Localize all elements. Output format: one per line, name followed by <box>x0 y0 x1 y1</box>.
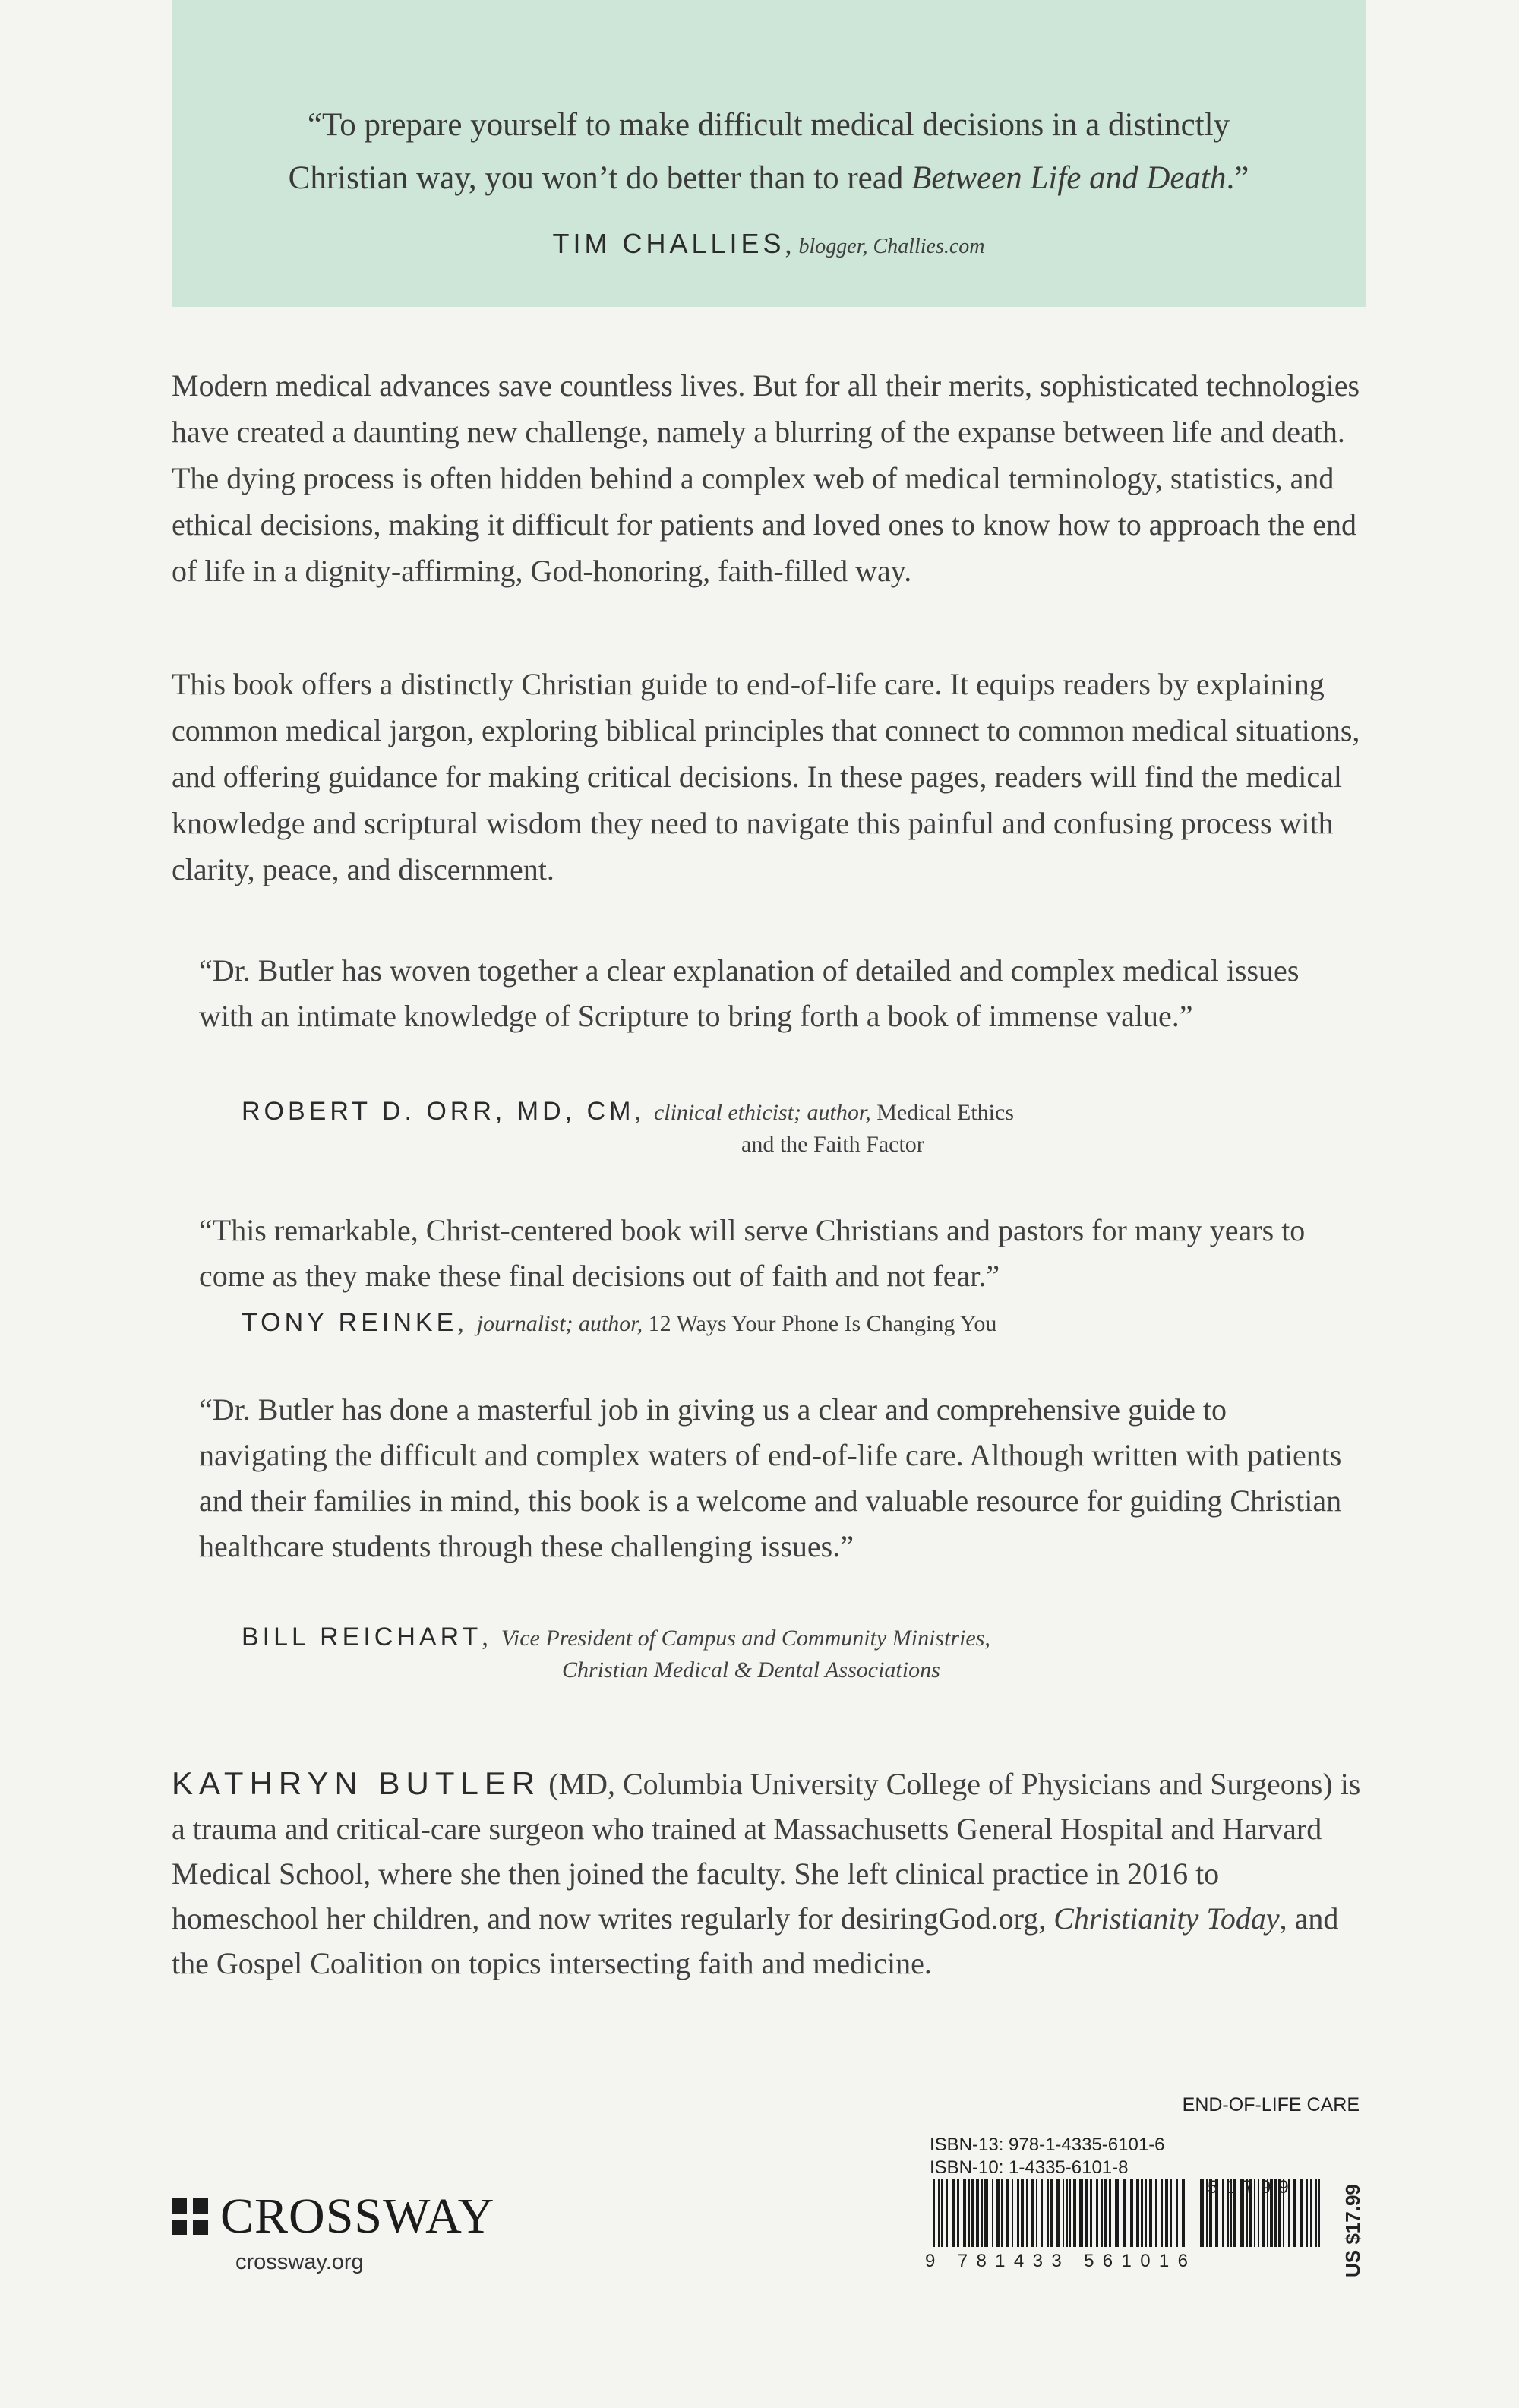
barcode-bar <box>1041 2179 1043 2247</box>
publisher-url: crossway.org <box>235 2250 364 2274</box>
top-endorsement-quote <box>172 99 1366 205</box>
barcode-addon-digits: 51799 <box>1208 2177 1296 2198</box>
barcode-bar <box>938 2179 940 2247</box>
barcode-digits: 9 781433 561016 <box>925 2251 1188 2270</box>
barcode-bar <box>1066 2179 1068 2247</box>
barcode-bar <box>1036 2179 1037 2247</box>
barcode-bar <box>1306 2179 1308 2247</box>
crossway-mark-icon <box>172 2198 213 2235</box>
endorser-role: clinical ethicist; author, <box>653 1100 877 1125</box>
barcode-bar <box>1031 2179 1034 2247</box>
barcode-bar <box>1310 2179 1312 2247</box>
endorsement-1-attribution: ROBERT D. ORR, MD, CM, clinical ethicist; author, Medical Ethics <box>242 1097 1015 1126</box>
barcode-bar <box>992 2179 993 2247</box>
barcode-bar <box>1165 2179 1168 2247</box>
barcode-bar <box>1073 2179 1076 2247</box>
barcode-bar <box>1300 2179 1303 2247</box>
barcode-bar <box>1085 2179 1088 2247</box>
barcode-bar <box>1069 2179 1071 2247</box>
description-paragraph-2: This book offers a distinctly Christian guide to end-of-life care. It equips readers by explaining common medical jargon, exploring biblical principles that connect to common medical situations, and offering guidance for making critical decisions. In these pages, readers will find the medical knowledge and scriptural wisdom they need to navigate this painful and confusing process with clarity, peace, and discernment. <box>172 667 1360 886</box>
top-endorsement-attribution: TIM CHALLIES, blogger, Challies.com <box>552 228 985 259</box>
endorsement-1 <box>199 948 1338 1039</box>
barcode-bar <box>1047 2179 1049 2247</box>
endorser-role: Vice President of Campus and Community Ministries, <box>501 1626 990 1651</box>
barcode-bar <box>1315 2179 1317 2247</box>
barcode-bar <box>981 2179 983 2247</box>
endorser-book-line-2: and the Faith Factor <box>741 1132 924 1157</box>
barcode-bar <box>1026 2179 1028 2247</box>
barcode-bar <box>996 2179 1000 2247</box>
endorser-role: journalist; author, <box>476 1311 649 1336</box>
barcode-bar <box>941 2179 943 2247</box>
barcode-bar <box>1021 2179 1024 2247</box>
barcode-bar <box>1115 2179 1119 2247</box>
endorsement-quote: “This remarkable, Christ-centered book will serve Christians and pastors for many years to come as they make these final decisions out of faith and not fear.” <box>199 1213 1306 1293</box>
top-quote-line-1: “To prepare yourself to make difficult medical decisions in a distinctly <box>307 107 1230 143</box>
barcode-bar <box>1170 2179 1172 2247</box>
barcode-bar <box>984 2179 988 2247</box>
barcode-bar <box>1109 2179 1111 2247</box>
barcode-bar <box>1050 2179 1053 2247</box>
author-name: KATHRYN BUTLER <box>172 1765 542 1801</box>
endorser-name: TIM CHALLIES <box>552 228 785 259</box>
barcode-bar <box>1123 2179 1126 2247</box>
publisher-logo <box>172 2188 494 2245</box>
barcode-bar <box>1079 2179 1083 2247</box>
barcode-bar <box>1149 2179 1152 2247</box>
barcode-bar <box>1017 2179 1019 2247</box>
barcode-bar <box>1130 2179 1133 2247</box>
barcode-bar <box>1318 2179 1320 2247</box>
barcode-bar <box>1012 2179 1013 2247</box>
endorser-name: ROBERT D. ORR, MD, CM <box>242 1097 635 1126</box>
barcode-bar <box>976 2179 979 2247</box>
endorsement-2-attribution: TONY REINKE, journalist; author, 12 Ways Your Phone Is Changing You <box>242 1308 997 1337</box>
barcode-bar <box>946 2179 948 2247</box>
isbn-10: ISBN-10: 1-4335-6101-8 <box>930 2157 1129 2178</box>
endorsement-2 <box>199 1208 1353 1299</box>
barcode-bar <box>1155 2179 1157 2247</box>
author-bio: KATHRYN BUTLER (MD, Columbia University College of Physicians and Surgeons) is a trauma and critical-care surgeon who trained at Massachusetts General Hospital and Harvard Medical School, where she then joined the faculty. She left clinical practice in 2016 to homeschool her children, and now writes regularly for desiringGod.org, Christianity Today, and the Gospel Coalition on topics intersecting faith and medicine. <box>172 1765 1361 1980</box>
barcode-bar <box>957 2179 959 2247</box>
barcode-bar <box>971 2179 974 2247</box>
publisher-name: CROSSWAY <box>220 2188 495 2244</box>
barcode-bar <box>1001 2179 1003 2247</box>
barcode-bar <box>1101 2179 1103 2247</box>
barcode-bar <box>1104 2179 1107 2247</box>
barcode-bar <box>933 2179 935 2247</box>
barcode-bar <box>963 2179 966 2247</box>
endorsement-quote: “Dr. Butler has done a masterful job in giving us a clear and comprehensive guide to navigating the difficult and complex waters of end-of-life care. Although written with patients and their families in mind, this book is a welcome and valuable resource for guiding Christian healthcare students through these challenging issues.” <box>199 1392 1342 1563</box>
endorser-name: BILL REICHART <box>242 1623 482 1651</box>
barcode-bar <box>1056 2179 1060 2247</box>
barcode-bar <box>1161 2179 1163 2247</box>
book-title: Between Life and Death <box>911 160 1227 196</box>
isbn-13: ISBN-13: 978-1-4335-6101-6 <box>930 2135 1165 2155</box>
barcode-bars <box>933 2179 1185 2247</box>
endorsement-3 <box>199 1387 1353 1569</box>
endorser-name: TONY REINKE <box>242 1308 458 1337</box>
endorser-role-line-2: Christian Medical & Dental Associations <box>562 1657 940 1683</box>
barcode-bar <box>952 2179 955 2247</box>
barcode-bar <box>1200 2179 1204 2247</box>
barcode-bar <box>1136 2179 1139 2247</box>
barcode-bar <box>1096 2179 1098 2247</box>
endorser-role: blogger, Challies.com <box>798 235 985 258</box>
barcode-bar <box>1063 2179 1064 2247</box>
barcode-bar <box>1176 2179 1178 2247</box>
endorser-book: Medical Ethics <box>876 1100 1015 1125</box>
price-label: US $17.99 <box>1341 2184 1364 2277</box>
category-label: END-OF-LIFE CARE <box>1182 2094 1360 2116</box>
barcode-bar <box>968 2179 970 2247</box>
barcode-bar <box>1090 2179 1092 2247</box>
endorsement-3-attribution: BILL REICHART, Vice President of Campus and Community Ministries, <box>242 1623 990 1651</box>
description-paragraph-1: Modern medical advances save countless lives. But for all their merits, sophisticated technologies have created a daunting new challenge, namely a blurring of the expanse between life and death. The dying process is often hidden behind a complex web of medical terminology, statistics, and ethical decisions, making it difficult for patients and loved ones to know how to approach the end of life in a dignity-affirming, God-honoring, faith-filled way. <box>172 368 1360 588</box>
barcode-bar <box>1141 2179 1143 2247</box>
top-quote-line-2: Christian way, you won’t do better than to read Between Life and Death.” <box>288 160 1249 196</box>
publication-name: Christianity Today <box>1053 1901 1280 1936</box>
barcode-bar <box>1182 2179 1185 2247</box>
endorsement-quote: “Dr. Butler has woven together a clear explanation of detailed and complex medical issues with an intimate knowledge of Scripture to bring forth a book of immense value.” <box>199 953 1300 1033</box>
barcode-bar <box>1006 2179 1009 2247</box>
endorser-book: 12 Ways Your Phone Is Changing You <box>648 1311 997 1336</box>
barcode-bar <box>1145 2179 1147 2247</box>
